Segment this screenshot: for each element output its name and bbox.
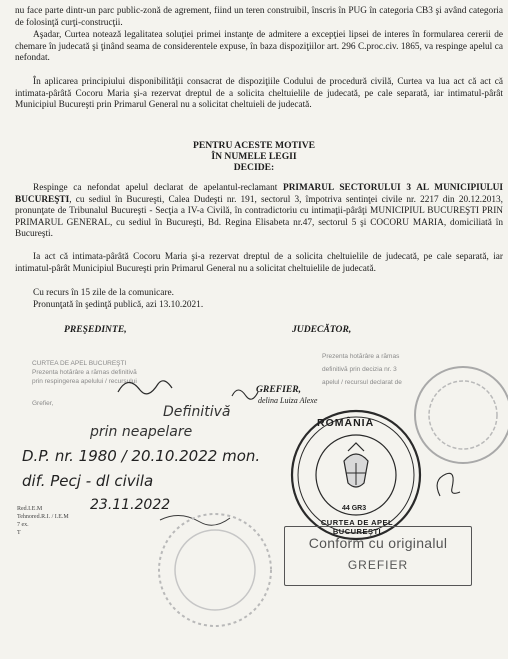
judecator-label: JUDECĂTOR, (292, 324, 352, 335)
heading-decide: DECIDE: (233, 162, 275, 173)
handwriting-dp-number: D.P. nr. 1980 / 20.10.2022 mon. (22, 447, 261, 465)
handwriting-neapelare: prin neapelare (90, 424, 193, 440)
decide-lead: Respinge ca nefondat apelul declarat de apelantul-reclamant (33, 183, 278, 193)
conform-line-2: GREFIER (347, 558, 409, 572)
paragraph-asadar: Aşadar, Curtea notează legalitatea soluţiei primei instanţe de admitere a excepţiei lipsei de interes în formularea cererii de chemare în judecată şi ţinând seama de considerentele expuse, în baza dispoziţiilor art. 296 C.proc.civ. 1865, va respinge apelul ca nefondat. (15, 30, 503, 64)
paragraph-top: nu face parte dintr-un parc public-zonă de agrement, fiind un teren construibil, înscris în PUG în categoria CB3 şi având categoria de folosinţă curţi-construcţii. (15, 6, 503, 28)
faint-right-1: Prezenta hotărâre a rămas (322, 353, 400, 360)
faint-left-4: Grefier, (32, 400, 54, 407)
decide-rest: , cu sediul în Bucureşti, Calea Dudeşti nr. 191, sectorul 3, împotriva sentinţei civile nr. 2217 din 20.12.2013, pronunţate de Tribunalul Bucureşti - Secţia a IV-a Civilă, în contradictoriu cu intimaţii-pârâţi MUNICIPIUL BUCUREŞTI PRIN PRIMARUL GENERAL, cu sediul în Bucureşti, Bd. Regina Elisabeta nr.47, sectorul 5 şi COCORU MARIA, domiciliată în Bucureşti. (15, 194, 503, 240)
grefier-label: GREFIER, (256, 384, 302, 395)
seal-code: 44 GR3 (342, 505, 367, 512)
presedinte-label: PREŞEDINTE, (64, 324, 127, 335)
faint-right-2: definitivă prin decizia nr. 3 (322, 366, 397, 373)
red-line-2: Tehnored.R.I. / I.E.M (17, 514, 69, 520)
red-line-4: T (17, 530, 21, 536)
paragraph-aplicarea: În aplicarea principiului disponibilităţii consacrat de dispoziţiile Codului de procedură civilă, Curtea va lua act că act că intimata-pârâtă Cocoru Maria şi-a rezervat dreptul de a solicita cheltuielile de judecată, pe cale separată, iar intimatul-pârât Municipiul Bucureşti prin Primarul General nu a solicitat cheltuieli de judecată. (15, 77, 503, 111)
decide-party: PRIMARUL SECTORULUI 3 AL MUNICIPIULUI BUCUREŞTI (15, 183, 503, 205)
conform-stamp (284, 526, 472, 586)
conform-line-1: Conform cu originalul (308, 535, 448, 551)
paragraph-ia-act: Ia act că intimata-pârâtă Cocoru Maria şi-a rezervat dreptul de a solicita cheltuielile de judecată, pe cale separată, iar intimatul-pârât Municipiul Bucureşti prin Primarul General nu a solicitat cheltuielile de judecată. (15, 252, 503, 274)
heading-motive: PENTRU ACESTE MOTIVE (192, 140, 316, 151)
red-line-3: 7 ex. (17, 522, 29, 528)
faint-left-1: CURTEA DE APEL BUCUREŞTI (32, 360, 127, 367)
red-line-1: Red.I.E.M (17, 506, 43, 512)
faint-left-3: prin respingerea apelului / recursului (32, 378, 137, 385)
faint-stamp-left (150, 505, 280, 635)
heading-numele-legii: ÎN NUMELE LEGII (211, 151, 297, 162)
paragraph-recurs: Cu recurs în 15 zile de la comunicare. (33, 288, 174, 298)
handwriting-date: 23.11.2022 (90, 497, 171, 513)
grefier-name: delina Luiza Alexe (258, 396, 318, 405)
seal-country: ROMÂNIA (317, 417, 375, 429)
paragraph-pronuntata: Pronunţată în şedinţă publică, azi 13.10.2021. (33, 300, 204, 310)
faint-left-2: Prezenta hotărâre a rămas definitivă (32, 369, 137, 376)
handwriting-definitiva: Definitivă (163, 404, 231, 420)
handwriting-difuzare: dif. Pecj - dl civila (22, 472, 154, 490)
seal-ring-text: CURTEA DE APEL BUCUREŞTI (320, 518, 394, 536)
faint-right-3: apelul / recursul declarat de (322, 379, 402, 386)
